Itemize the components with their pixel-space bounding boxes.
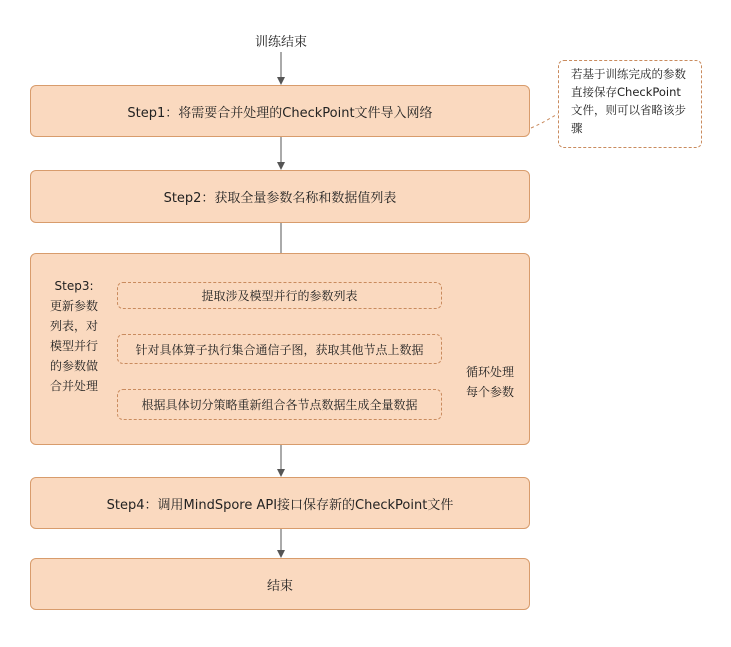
- end-box: [30, 558, 530, 610]
- step3-line: 更新参数: [49, 299, 98, 313]
- sub1-text: 提取涉及模型并行的参数列表: [201, 289, 358, 303]
- step4-text: Step4：调用MindSpore API接口保存新的CheckPoint文件: [106, 497, 454, 513]
- sub2-box: [117, 334, 442, 364]
- step3-line: 的参数做: [49, 359, 98, 373]
- step3-line: 列表，对: [49, 319, 98, 333]
- note-pointer: [531, 114, 558, 128]
- end-text: 结束: [266, 578, 293, 594]
- step3-line: Step3:: [54, 279, 94, 293]
- step3-label: [40, 276, 108, 396]
- loop-label: [460, 362, 520, 402]
- step3-line: 合并处理: [49, 379, 98, 393]
- loop-line: 每个参数: [465, 385, 514, 399]
- step1-box: [30, 85, 530, 137]
- note-line: 骤: [571, 121, 583, 135]
- step1-text: Step1：将需要合并处理的CheckPoint文件导入网络: [127, 105, 433, 121]
- step2-box: [30, 170, 530, 223]
- note-line: 直接保存CheckPoint: [571, 85, 681, 99]
- sub3-box: [117, 389, 442, 420]
- sub3-text: 根据具体切分策略重新组合各节点数据生成全量数据: [141, 398, 418, 412]
- step3-line: 模型并行: [49, 339, 98, 353]
- step4-box: [30, 477, 530, 529]
- note-box: [558, 60, 702, 148]
- note-line: 若基于训练完成的参数: [571, 67, 686, 81]
- sub2-text: 针对具体算子执行集合通信子图，获取其他节点上数据: [135, 342, 424, 357]
- sub1-box: [117, 282, 442, 309]
- start-label: 训练结束: [254, 35, 307, 50]
- step2-text: Step2：获取全量参数名称和数据值列表: [163, 191, 397, 206]
- loop-line: 循环处理: [465, 365, 514, 379]
- note-line: 文件，则可以省略该步: [571, 103, 686, 117]
